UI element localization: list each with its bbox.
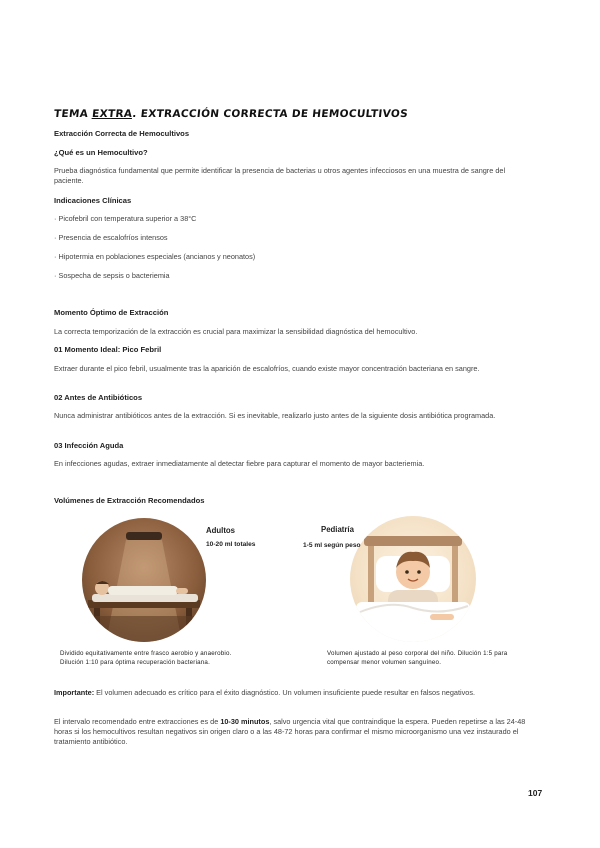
pediatrics-caption-2: compensar menor volumen sanguíneo. <box>327 659 442 666</box>
adults-caption-2: Dilución 1:10 para óptima recuperación bacteriana. <box>60 659 210 666</box>
title-extra: EXTRA <box>91 108 134 120</box>
child-patient-illustration <box>350 516 476 642</box>
indication-item: · Sospecha de sepsis o bacteriemia <box>54 271 170 280</box>
adults-label: Adultos <box>206 526 236 535</box>
indication-item: · Picofebril con temperatura superior a 38°C <box>54 214 197 223</box>
important-note: Importante: El volumen adecuado es crítico para el éxito diagnóstico. Un volumen insuficiente puede resultar en falsos negativos. <box>54 688 476 697</box>
important-label: Importante: <box>54 688 95 697</box>
pediatrics-volume: 1-5 ml según peso <box>303 542 361 549</box>
page-number: 107 <box>528 788 543 798</box>
pediatrics-label: Pediatría <box>321 525 354 534</box>
adults-volume: 10-20 ml totales <box>206 541 256 548</box>
page-title: TEMA EXTRA. EXTRACCIÓN CORRECTA DE HEMOCULTIVOS <box>53 108 409 120</box>
question-text: Prueba diagnóstica fundamental que permite identificar la presencia de bacterias u otros agentes infecciosos en una muestra de sangre del paciente. <box>54 166 506 186</box>
moment-intro: La correcta temporización de la extracción es crucial para maximizar la sensibilidad diagnóstica del hemocultivo. <box>54 327 418 336</box>
step-3-text: En infecciones agudas, extraer inmediatamente al detectar fiebre para capturar el momento de mayor bacteriemia. <box>54 459 425 468</box>
moment-heading: Momento Óptimo de Extracción <box>54 308 169 317</box>
interval-note: El intervalo recomendado entre extracciones es de 10-30 minutos, salvo urgencia vital que contraindique la espera. Pueden repetirse a las 24-48 horas si los hemocultivos resultan negativos sin origen claro o a las 48-72 horas para confirmar el mismo microorganismo una vez instaurado el tratamiento antibiótico. <box>54 717 526 747</box>
step-2-text: Nunca administrar antibióticos antes de la extracción. Si es inevitable, realizarlo justo antes de la siguiente dosis antibiótica programada. <box>54 411 496 420</box>
volumes-heading: Volúmenes de Extracción Recomendados <box>54 496 205 505</box>
indication-item: · Hipotermia en poblaciones especiales (ancianos y neonatos) <box>54 252 256 261</box>
indication-item: · Presencia de escalofríos intensos <box>54 233 168 242</box>
adult-patient-illustration <box>82 518 206 642</box>
indications-heading: Indicaciones Clínicas <box>54 196 132 205</box>
question-heading: ¿Qué es un Hemocultivo? <box>54 148 148 157</box>
step-1-heading: 01 Momento Ideal: Pico Febril <box>54 345 162 354</box>
step-3-heading: 03 Infección Aguda <box>54 441 124 450</box>
pediatrics-caption-1: Volumen ajustado al peso corporal del niño. Dilución 1:5 para <box>327 650 508 657</box>
step-1-text: Extraer durante el pico febril, usualmente tras la aparición de escalofríos, cuando existe mayor concentración bacteriana en sangre. <box>54 364 480 373</box>
step-2-heading: 02 Antes de Antibióticos <box>54 393 143 402</box>
adults-caption-1: Dividido equitativamente entre frasco aerobio y anaerobio. <box>60 650 232 657</box>
main-heading: Extracción Correcta de Hemocultivos <box>54 129 190 138</box>
